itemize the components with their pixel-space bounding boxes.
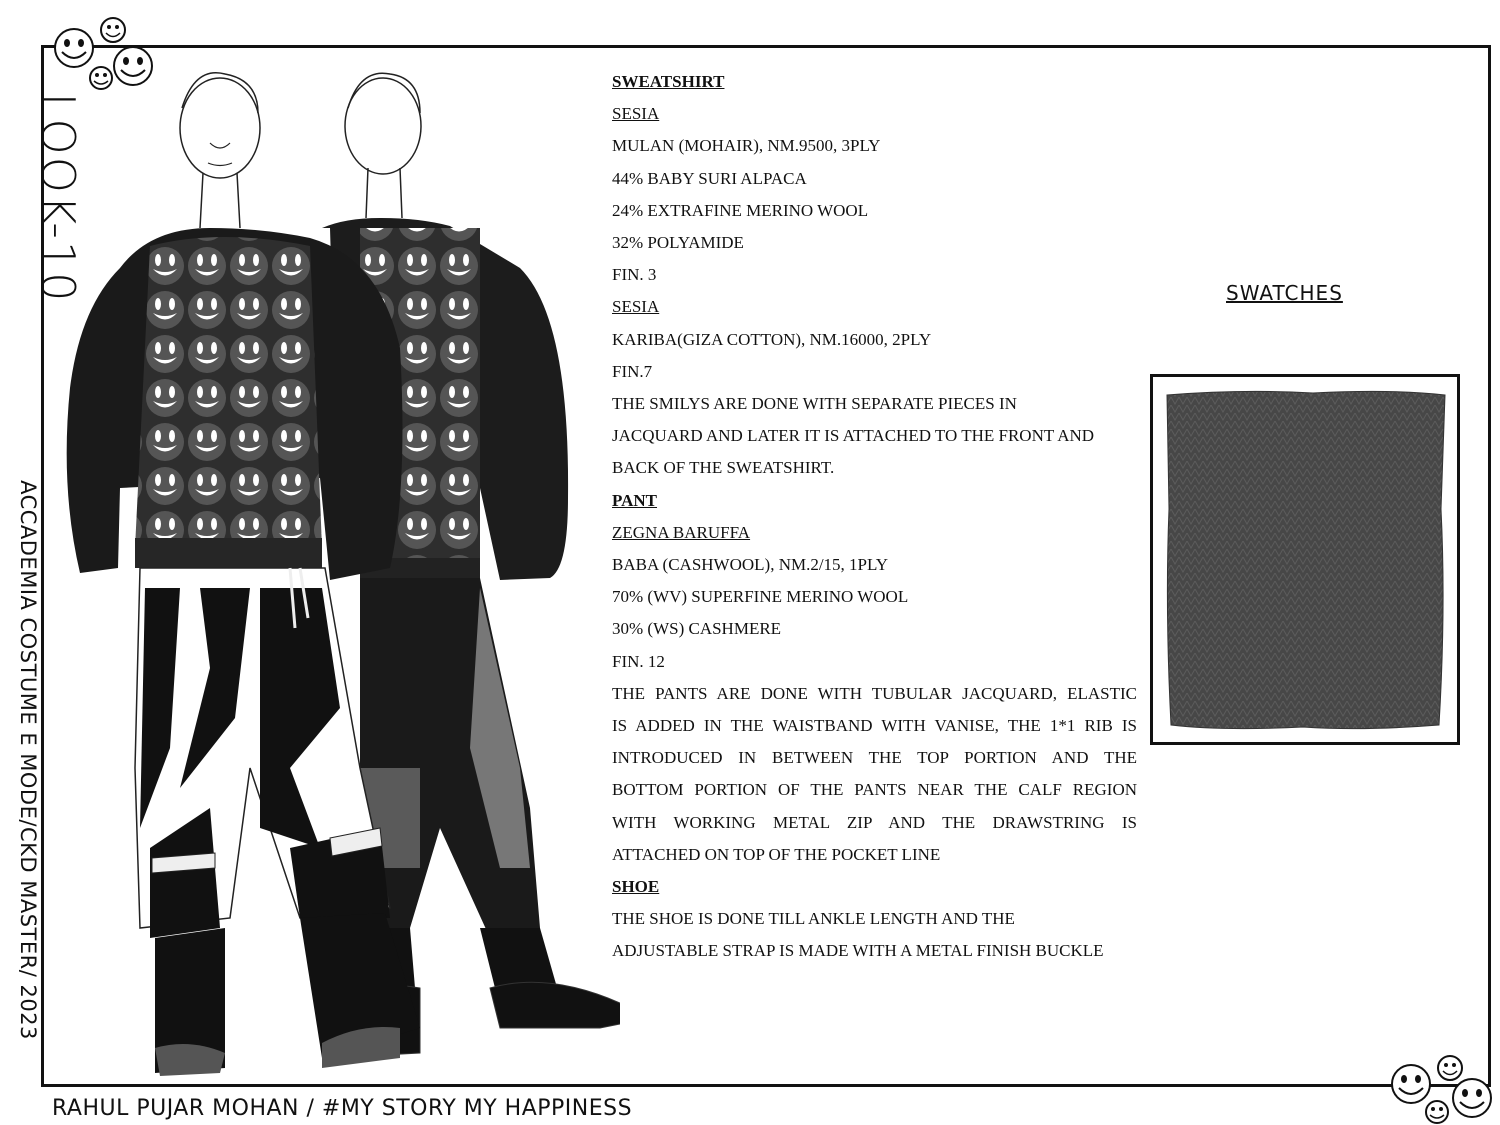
smiley-face-icon [1426,1101,1448,1123]
supplier-name [612,517,1137,549]
spec-line [612,259,1137,291]
spec-line-text: BABA (CASHWOOL), NM.2/15, 1PLY [612,555,888,575]
spec-line [612,452,1137,484]
spec-line-text: SWEATSHIRT [612,72,725,91]
spec-line [612,742,1137,774]
spec-line-text: FIN. 12 [612,651,665,671]
spec-line-text: MULAN (MOHAIR), NM.9500, 3PLY [612,136,881,156]
spec-line [612,420,1137,452]
spec-line-text: JACQUARD AND LATER IT IS ATTACHED TO THE FRONT AND [612,426,1095,446]
spec-line [612,227,1137,259]
spec-line-text: FIN. 3 [612,265,657,285]
spec-line-text: FIN.7 [612,361,653,381]
spec-line-text: THE PANTS ARE DONE WITH TUBULAR JACQUARD, ELASTIC [612,683,1137,703]
spec-line [612,324,1137,356]
spec-line [612,163,1137,195]
spec-line [612,388,1137,420]
spec-line-text: 24% EXTRAFINE MERINO WOOL [612,200,869,220]
spec-line-text: SESIA [612,297,660,317]
spec-line-text: BOTTOM PORTION OF THE PANTS NEAR THE CALF REGION [612,780,1137,800]
fashion-illustration [60,68,620,1080]
spec-line [612,678,1137,710]
spec-line [612,581,1137,613]
spec-line-text: KARIBA(GIZA COTTON), NM.16000, 2PLY [612,329,932,349]
spec-line [612,646,1137,678]
smiley-face-icon [1438,1056,1462,1080]
swatch-frame [1150,374,1460,745]
side-caption-text: ACCADEMIA COSTUME E MODE/CKD MASTER/ 2023 [16,480,40,1040]
spec-line [612,935,1137,967]
spec-line [612,195,1137,227]
spec-line-text: SESIA [612,104,660,124]
side-caption [8,430,48,1090]
swatch-heading: SWATCHES [1226,281,1343,305]
spec-line [612,613,1137,645]
spec-line [612,807,1137,839]
smiley-face-icon [101,18,125,42]
spec-line-text: SHOE [612,877,660,897]
smiley-face-icon [1453,1079,1491,1117]
spec-line-text: WITH WORKING METAL ZIP AND THE DRAWSTRING IS [612,812,1137,832]
footer-signature: RAHUL PUJAR MOHAN / #MY STORY MY HAPPINESS [52,1096,633,1121]
spec-line-text: BACK OF THE SWEATSHIRT. [612,458,835,478]
smiley-face-icon [55,29,93,67]
spec-line-text: IS ADDED IN THE WAISTBAND WITH VANISE, THE 1*1 RIB IS [612,716,1137,736]
spec-line-text: PANT [612,490,658,510]
section-heading [612,871,1137,903]
smiley-face-icon [1392,1065,1430,1103]
spec-line-text: 44% BABY SURI ALPACA [612,168,807,188]
section-heading [612,66,1137,98]
spec-line [612,903,1137,935]
section-heading [612,485,1137,517]
spec-line [612,839,1137,871]
spec-line [612,774,1137,806]
spec-line-text: INTRODUCED IN BETWEEN THE TOP PORTION AND THE [612,748,1137,768]
spec-line-text: 32% POLYAMIDE [612,233,744,253]
spec-line-text: THE SMILYS ARE DONE WITH SEPARATE PIECES IN [612,394,1017,414]
spec-line-text: 70% (WV) SUPERFINE MERINO WOOL [612,587,909,607]
spec-line-text: 30% (WS) CASHMERE [612,619,782,639]
supplier-name [612,98,1137,130]
spec-line-text: THE SHOE IS DONE TILL ANKLE LENGTH AND THE [612,909,1015,929]
smiley-cluster-bottom [1385,1052,1495,1125]
spec-line [612,356,1137,388]
knit-swatch [1163,389,1446,731]
spec-line-text: ZEGNA BARUFFA [612,522,751,542]
spec-sheet [612,66,1137,968]
spec-line [612,710,1137,742]
look-title-text: LOOK-10 [31,92,85,304]
spec-line-text: ATTACHED ON TOP OF THE POCKET LINE [612,844,941,864]
spec-line [612,130,1137,162]
spec-line-text: ADJUSTABLE STRAP IS MADE WITH A METAL FINISH BUCKLE [612,941,1104,961]
supplier-name [612,291,1137,323]
spec-line [612,549,1137,581]
